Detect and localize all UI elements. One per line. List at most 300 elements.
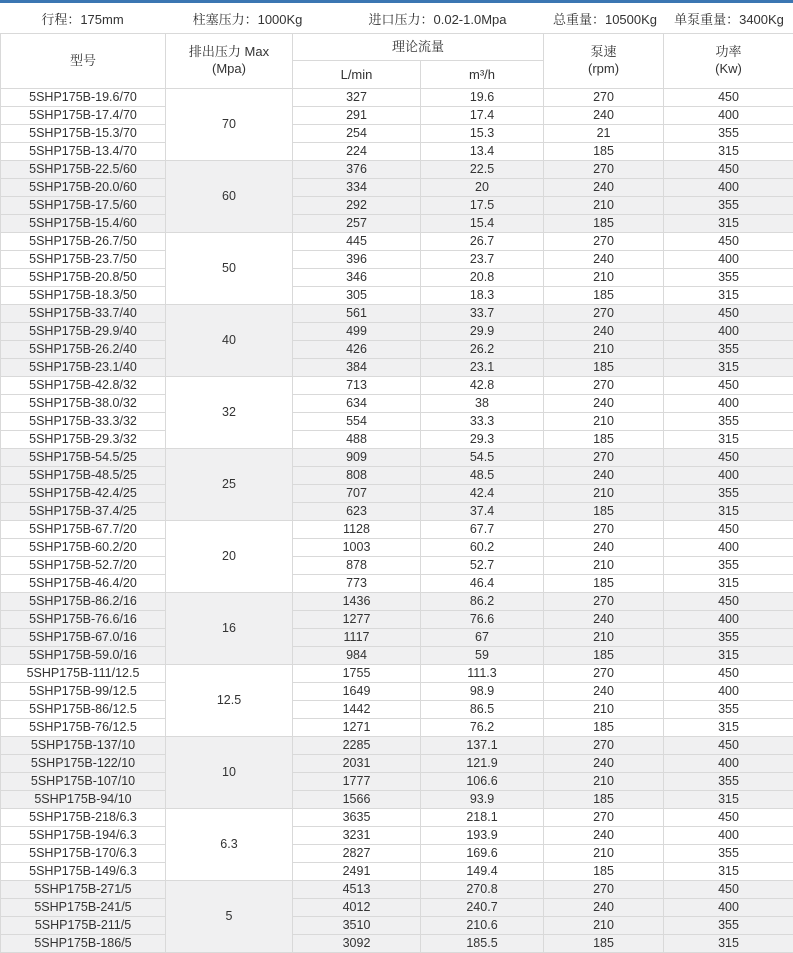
pressure-group-cell: 10 (166, 737, 293, 809)
model-cell: 5SHP175B-20.8/50 (1, 269, 166, 287)
model-cell: 5SHP175B-60.2/20 (1, 539, 166, 557)
power-cell: 450 (664, 737, 793, 755)
power-cell: 450 (664, 305, 793, 323)
model-cell: 5SHP175B-111/12.5 (1, 665, 166, 683)
summary-inlet-pressure-label: 进口压力： (368, 11, 434, 27)
table-row (1, 431, 793, 449)
summary-inlet-pressure (330, 9, 545, 28)
table-row (1, 161, 793, 179)
pressure-group-cell: 20 (166, 521, 293, 593)
pump-speed-cell: 240 (544, 683, 664, 701)
table-row (1, 899, 793, 917)
pump-speed-cell: 240 (544, 179, 664, 197)
summary-stroke-value: 175mm (80, 11, 124, 27)
flow-m3h-cell: 185.5 (421, 935, 544, 953)
model-cell: 5SHP175B-33.3/32 (1, 413, 166, 431)
flow-lmin-cell: 773 (293, 575, 421, 593)
model-cell: 5SHP175B-137/10 (1, 737, 166, 755)
flow-lmin-cell: 3231 (293, 827, 421, 845)
spec-table-body (1, 89, 793, 953)
pump-speed-cell: 240 (544, 827, 664, 845)
flow-m3h-cell: 20.8 (421, 269, 544, 287)
model-cell: 5SHP175B-13.4/70 (1, 143, 166, 161)
pump-speed-cell: 270 (544, 377, 664, 395)
power-cell: 355 (664, 341, 793, 359)
table-header (1, 34, 793, 89)
flow-m3h-cell: 26.2 (421, 341, 544, 359)
table-row (1, 593, 793, 611)
power-cell: 400 (664, 683, 793, 701)
flow-lmin-cell: 4513 (293, 881, 421, 899)
pump-speed-cell: 240 (544, 251, 664, 269)
flow-lmin-cell: 257 (293, 215, 421, 233)
pressure-group-cell: 6.3 (166, 809, 293, 881)
table-row (1, 251, 793, 269)
flow-m3h-cell: 23.1 (421, 359, 544, 377)
header-power-line2: (Kw) (715, 61, 742, 76)
flow-lmin-cell: 224 (293, 143, 421, 161)
flow-lmin-cell: 1442 (293, 701, 421, 719)
table-row (1, 557, 793, 575)
flow-lmin-cell: 623 (293, 503, 421, 521)
flow-m3h-cell: 38 (421, 395, 544, 413)
flow-m3h-cell: 218.1 (421, 809, 544, 827)
table-row (1, 809, 793, 827)
pump-speed-cell: 210 (544, 485, 664, 503)
pressure-group-cell: 32 (166, 377, 293, 449)
flow-m3h-cell: 15.4 (421, 215, 544, 233)
pump-speed-cell: 185 (544, 719, 664, 737)
header-flow-lmin: L/min (293, 61, 421, 89)
table-row (1, 737, 793, 755)
header-power (664, 34, 793, 89)
pump-speed-cell: 270 (544, 233, 664, 251)
pump-speed-cell: 185 (544, 791, 664, 809)
pump-speed-cell: 270 (544, 665, 664, 683)
table-row (1, 683, 793, 701)
flow-m3h-cell: 86.5 (421, 701, 544, 719)
flow-m3h-cell: 240.7 (421, 899, 544, 917)
pump-speed-cell: 270 (544, 305, 664, 323)
flow-lmin-cell: 3635 (293, 809, 421, 827)
flow-m3h-cell: 46.4 (421, 575, 544, 593)
pump-speed-cell: 240 (544, 899, 664, 917)
power-cell: 450 (664, 89, 793, 107)
power-cell: 355 (664, 485, 793, 503)
table-row (1, 377, 793, 395)
table-row (1, 503, 793, 521)
summary-pump-weight-label: 单泵重量： (674, 11, 740, 27)
header-discharge-pressure-line1: 排出压力 Max (188, 44, 270, 60)
model-cell: 5SHP175B-149/6.3 (1, 863, 166, 881)
pump-speed-cell: 270 (544, 809, 664, 827)
flow-m3h-cell: 26.7 (421, 233, 544, 251)
pressure-group-cell: 70 (166, 89, 293, 161)
flow-lmin-cell: 396 (293, 251, 421, 269)
power-cell: 450 (664, 377, 793, 395)
flow-lmin-cell: 1649 (293, 683, 421, 701)
flow-lmin-cell: 2031 (293, 755, 421, 773)
table-row (1, 413, 793, 431)
power-cell: 355 (664, 197, 793, 215)
power-cell: 315 (664, 575, 793, 593)
power-cell: 450 (664, 881, 793, 899)
pump-speed-cell: 270 (544, 89, 664, 107)
header-theoretical-flow: 理论流量 (293, 34, 544, 61)
flow-m3h-cell: 33.3 (421, 413, 544, 431)
flow-lmin-cell: 561 (293, 305, 421, 323)
summary-total-weight-label: 总重量： (552, 11, 605, 27)
flow-lmin-cell: 707 (293, 485, 421, 503)
pressure-group-cell: 5 (166, 881, 293, 953)
header-discharge-pressure (166, 34, 293, 89)
pump-speed-cell: 185 (544, 935, 664, 953)
table-row (1, 827, 793, 845)
summary-plunger-force-label: 柱塞压力： (192, 11, 258, 27)
flow-lmin-cell: 426 (293, 341, 421, 359)
model-cell: 5SHP175B-86.2/16 (1, 593, 166, 611)
summary-stroke (0, 9, 165, 28)
pump-speed-cell: 270 (544, 449, 664, 467)
model-cell: 5SHP175B-67.0/16 (1, 629, 166, 647)
pump-speed-cell: 210 (544, 197, 664, 215)
table-row (1, 755, 793, 773)
flow-m3h-cell: 111.3 (421, 665, 544, 683)
spec-summary-bar (0, 3, 793, 33)
model-cell: 5SHP175B-99/12.5 (1, 683, 166, 701)
model-cell: 5SHP175B-186/5 (1, 935, 166, 953)
flow-m3h-cell: 19.6 (421, 89, 544, 107)
model-cell: 5SHP175B-26.2/40 (1, 341, 166, 359)
flow-m3h-cell: 22.5 (421, 161, 544, 179)
model-cell: 5SHP175B-20.0/60 (1, 179, 166, 197)
pump-speed-cell: 240 (544, 395, 664, 413)
power-cell: 315 (664, 863, 793, 881)
flow-m3h-cell: 67 (421, 629, 544, 647)
model-cell: 5SHP175B-211/5 (1, 917, 166, 935)
power-cell: 355 (664, 701, 793, 719)
pump-speed-cell: 270 (544, 737, 664, 755)
table-row (1, 467, 793, 485)
flow-lmin-cell: 1117 (293, 629, 421, 647)
model-cell: 5SHP175B-218/6.3 (1, 809, 166, 827)
model-cell: 5SHP175B-271/5 (1, 881, 166, 899)
pump-speed-cell: 270 (544, 593, 664, 611)
table-row (1, 881, 793, 899)
flow-m3h-cell: 59 (421, 647, 544, 665)
pump-speed-cell: 240 (544, 611, 664, 629)
model-cell: 5SHP175B-42.8/32 (1, 377, 166, 395)
pump-spec-table (0, 33, 793, 953)
pump-speed-cell: 185 (544, 575, 664, 593)
flow-lmin-cell: 384 (293, 359, 421, 377)
pump-speed-cell: 21 (544, 125, 664, 143)
model-cell: 5SHP175B-17.4/70 (1, 107, 166, 125)
flow-lmin-cell: 2285 (293, 737, 421, 755)
model-cell: 5SHP175B-241/5 (1, 899, 166, 917)
pump-speed-cell: 270 (544, 521, 664, 539)
pump-speed-cell: 210 (544, 557, 664, 575)
table-row (1, 305, 793, 323)
table-row (1, 539, 793, 557)
pump-speed-cell: 210 (544, 413, 664, 431)
model-cell: 5SHP175B-52.7/20 (1, 557, 166, 575)
power-cell: 315 (664, 431, 793, 449)
power-cell: 400 (664, 899, 793, 917)
flow-m3h-cell: 149.4 (421, 863, 544, 881)
table-row (1, 521, 793, 539)
flow-lmin-cell: 808 (293, 467, 421, 485)
pump-speed-cell: 210 (544, 773, 664, 791)
flow-lmin-cell: 1128 (293, 521, 421, 539)
power-cell: 315 (664, 287, 793, 305)
table-row (1, 287, 793, 305)
table-row (1, 863, 793, 881)
flow-lmin-cell: 499 (293, 323, 421, 341)
flow-m3h-cell: 106.6 (421, 773, 544, 791)
flow-m3h-cell: 54.5 (421, 449, 544, 467)
header-model: 型号 (1, 34, 166, 89)
model-cell: 5SHP175B-18.3/50 (1, 287, 166, 305)
power-cell: 355 (664, 269, 793, 287)
table-row (1, 701, 793, 719)
pump-speed-cell: 240 (544, 323, 664, 341)
pump-speed-cell: 185 (544, 431, 664, 449)
flow-lmin-cell: 2491 (293, 863, 421, 881)
table-row (1, 341, 793, 359)
flow-m3h-cell: 17.5 (421, 197, 544, 215)
pump-speed-cell: 185 (544, 215, 664, 233)
flow-m3h-cell: 29.3 (421, 431, 544, 449)
pump-speed-cell: 210 (544, 917, 664, 935)
flow-m3h-cell: 29.9 (421, 323, 544, 341)
flow-lmin-cell: 878 (293, 557, 421, 575)
power-cell: 315 (664, 791, 793, 809)
power-cell: 400 (664, 467, 793, 485)
table-row (1, 197, 793, 215)
power-cell: 355 (664, 845, 793, 863)
flow-lmin-cell: 1755 (293, 665, 421, 683)
table-row (1, 665, 793, 683)
pump-speed-cell: 210 (544, 629, 664, 647)
pump-speed-cell: 240 (544, 467, 664, 485)
power-cell: 315 (664, 647, 793, 665)
pump-speed-cell: 240 (544, 107, 664, 125)
pressure-group-cell: 50 (166, 233, 293, 305)
power-cell: 450 (664, 521, 793, 539)
flow-m3h-cell: 33.7 (421, 305, 544, 323)
header-pump-speed-line2: (rpm) (587, 61, 620, 76)
power-cell: 355 (664, 125, 793, 143)
flow-lmin-cell: 3510 (293, 917, 421, 935)
table-row (1, 107, 793, 125)
power-cell: 355 (664, 773, 793, 791)
flow-lmin-cell: 4012 (293, 899, 421, 917)
flow-m3h-cell: 15.3 (421, 125, 544, 143)
flow-m3h-cell: 270.8 (421, 881, 544, 899)
flow-lmin-cell: 634 (293, 395, 421, 413)
flow-m3h-cell: 210.6 (421, 917, 544, 935)
summary-plunger-force-value: 1000Kg (257, 11, 303, 27)
flow-lmin-cell: 305 (293, 287, 421, 305)
model-cell: 5SHP175B-42.4/25 (1, 485, 166, 503)
flow-lmin-cell: 254 (293, 125, 421, 143)
flow-lmin-cell: 1003 (293, 539, 421, 557)
model-cell: 5SHP175B-29.9/40 (1, 323, 166, 341)
model-cell: 5SHP175B-76.6/16 (1, 611, 166, 629)
power-cell: 450 (664, 161, 793, 179)
flow-m3h-cell: 86.2 (421, 593, 544, 611)
power-cell: 400 (664, 611, 793, 629)
power-cell: 315 (664, 359, 793, 377)
flow-lmin-cell: 1436 (293, 593, 421, 611)
pump-speed-cell: 185 (544, 503, 664, 521)
power-cell: 400 (664, 179, 793, 197)
power-cell: 315 (664, 935, 793, 953)
summary-total-weight (545, 9, 665, 28)
table-row (1, 719, 793, 737)
flow-m3h-cell: 169.6 (421, 845, 544, 863)
table-row (1, 179, 793, 197)
power-cell: 400 (664, 323, 793, 341)
flow-m3h-cell: 121.9 (421, 755, 544, 773)
model-cell: 5SHP175B-26.7/50 (1, 233, 166, 251)
model-cell: 5SHP175B-194/6.3 (1, 827, 166, 845)
table-row (1, 233, 793, 251)
flow-m3h-cell: 93.9 (421, 791, 544, 809)
flow-m3h-cell: 193.9 (421, 827, 544, 845)
flow-m3h-cell: 60.2 (421, 539, 544, 557)
model-cell: 5SHP175B-33.7/40 (1, 305, 166, 323)
flow-lmin-cell: 554 (293, 413, 421, 431)
table-row (1, 89, 793, 107)
table-row (1, 395, 793, 413)
flow-m3h-cell: 37.4 (421, 503, 544, 521)
header-pump-speed-line1: 泵速 (590, 44, 617, 60)
summary-pump-weight (665, 9, 793, 28)
header-power-line1: 功率 (715, 44, 742, 60)
power-cell: 400 (664, 539, 793, 557)
pressure-group-cell: 25 (166, 449, 293, 521)
table-row (1, 449, 793, 467)
model-cell: 5SHP175B-37.4/25 (1, 503, 166, 521)
model-cell: 5SHP175B-17.5/60 (1, 197, 166, 215)
power-cell: 450 (664, 449, 793, 467)
table-row (1, 629, 793, 647)
flow-m3h-cell: 17.4 (421, 107, 544, 125)
flow-lmin-cell: 1777 (293, 773, 421, 791)
pump-speed-cell: 210 (544, 341, 664, 359)
flow-lmin-cell: 327 (293, 89, 421, 107)
pressure-group-cell: 40 (166, 305, 293, 377)
table-row (1, 611, 793, 629)
model-cell: 5SHP175B-22.5/60 (1, 161, 166, 179)
summary-stroke-label: 行程： (41, 11, 81, 27)
pump-speed-cell: 185 (544, 359, 664, 377)
model-cell: 5SHP175B-19.6/70 (1, 89, 166, 107)
flow-m3h-cell: 48.5 (421, 467, 544, 485)
summary-plunger-force (165, 9, 330, 28)
flow-m3h-cell: 98.9 (421, 683, 544, 701)
model-cell: 5SHP175B-59.0/16 (1, 647, 166, 665)
model-cell: 5SHP175B-170/6.3 (1, 845, 166, 863)
pump-speed-cell: 210 (544, 701, 664, 719)
table-row (1, 323, 793, 341)
flow-m3h-cell: 42.8 (421, 377, 544, 395)
flow-m3h-cell: 13.4 (421, 143, 544, 161)
flow-lmin-cell: 713 (293, 377, 421, 395)
power-cell: 355 (664, 629, 793, 647)
table-row (1, 845, 793, 863)
power-cell: 315 (664, 719, 793, 737)
model-cell: 5SHP175B-54.5/25 (1, 449, 166, 467)
flow-lmin-cell: 488 (293, 431, 421, 449)
table-row (1, 485, 793, 503)
pump-speed-cell: 185 (544, 647, 664, 665)
pump-speed-cell: 185 (544, 863, 664, 881)
model-cell: 5SHP175B-29.3/32 (1, 431, 166, 449)
pump-speed-cell: 210 (544, 845, 664, 863)
power-cell: 355 (664, 557, 793, 575)
table-row (1, 773, 793, 791)
model-cell: 5SHP175B-23.7/50 (1, 251, 166, 269)
power-cell: 315 (664, 143, 793, 161)
model-cell: 5SHP175B-67.7/20 (1, 521, 166, 539)
pump-speed-cell: 240 (544, 539, 664, 557)
pump-speed-cell: 270 (544, 161, 664, 179)
power-cell: 355 (664, 917, 793, 935)
flow-lmin-cell: 3092 (293, 935, 421, 953)
flow-m3h-cell: 42.4 (421, 485, 544, 503)
model-cell: 5SHP175B-122/10 (1, 755, 166, 773)
model-cell: 5SHP175B-46.4/20 (1, 575, 166, 593)
power-cell: 315 (664, 503, 793, 521)
flow-lmin-cell: 292 (293, 197, 421, 215)
flow-lmin-cell: 1277 (293, 611, 421, 629)
table-row (1, 215, 793, 233)
flow-m3h-cell: 18.3 (421, 287, 544, 305)
pump-speed-cell: 240 (544, 755, 664, 773)
flow-lmin-cell: 291 (293, 107, 421, 125)
flow-m3h-cell: 20 (421, 179, 544, 197)
power-cell: 355 (664, 413, 793, 431)
flow-m3h-cell: 76.2 (421, 719, 544, 737)
power-cell: 450 (664, 665, 793, 683)
flow-lmin-cell: 334 (293, 179, 421, 197)
table-row (1, 575, 793, 593)
header-pump-speed (544, 34, 664, 89)
model-cell: 5SHP175B-15.3/70 (1, 125, 166, 143)
flow-lmin-cell: 1271 (293, 719, 421, 737)
pressure-group-cell: 16 (166, 593, 293, 665)
summary-inlet-pressure-value: 0.02-1.0Mpa (433, 11, 507, 27)
flow-lmin-cell: 909 (293, 449, 421, 467)
table-row (1, 791, 793, 809)
model-cell: 5SHP175B-94/10 (1, 791, 166, 809)
power-cell: 400 (664, 107, 793, 125)
flow-lmin-cell: 984 (293, 647, 421, 665)
header-flow-m3h: m³/h (421, 61, 544, 89)
table-row (1, 647, 793, 665)
table-row (1, 143, 793, 161)
power-cell: 450 (664, 593, 793, 611)
flow-lmin-cell: 376 (293, 161, 421, 179)
pump-speed-cell: 185 (544, 143, 664, 161)
pressure-group-cell: 12.5 (166, 665, 293, 737)
flow-m3h-cell: 52.7 (421, 557, 544, 575)
flow-lmin-cell: 1566 (293, 791, 421, 809)
pump-speed-cell: 270 (544, 881, 664, 899)
